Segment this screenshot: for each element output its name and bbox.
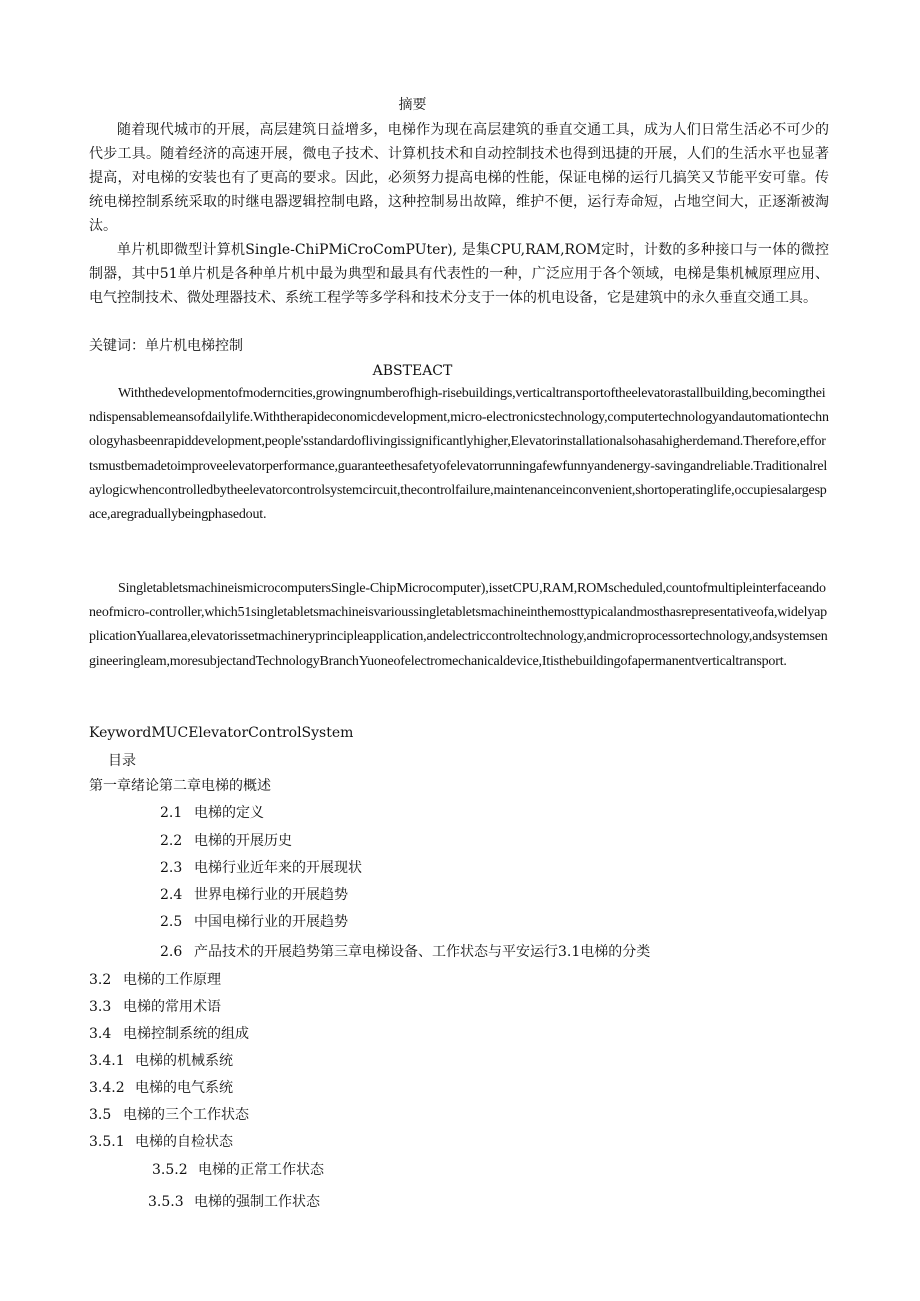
abstract-en-paragraph-2: SingletabletsmachineismicrocomputersSingle-ChipMicrocomputer),issetCPU,RAM,ROMscheduled,countofmultipleinterfaceandoneofmicro-controller,which51singletabletsmachineisvarioussingletabletsmachineinthemosttypicalandmosthasrepresentativeofa,widelyapplicationYuallarea,elevatorissetmachineryprincipleapplication,andelectriccontroltechnology,andmicroprocessortechnology,andsystemsengineeringleam,moresubjectandTechnologyBranchYuoneofelectromechanicaldevice,Itisthebuildingofapermanentverticaltransport.	[89, 581, 828, 669]
toc-item[interactable]: 2.6 产品技术的开展趋势第三章电梯设备、工作状态与平安运行3.1电梯的分类	[160, 944, 651, 960]
toc-item[interactable]: 3.4 电梯控制系统的组成	[89, 1026, 249, 1042]
abstract-cn-keywords: 关键词：单片机电梯控制	[89, 338, 243, 354]
toc-item[interactable]: 3.5 电梯的三个工作状态	[89, 1107, 249, 1123]
toc-item[interactable]: 2.4 世界电梯行业的开展趋势	[160, 887, 348, 903]
abstract-en-paragraph-1: Withthedevelopmentofmoderncities,growingnumberofhigh-risebuildings,verticaltransportoftheelevatorastallbuilding,becomingtheindispensablemeansofdailylife.Withtherapideconomicdevelopment,micro-electronicstechnology,computertechnologyandautomationtechnologyhasbeenrapiddevelopment,people'sstandardoflivingissignificantlyhigher,Elevatorinstallationalsohasahigherdemand.Therefore,effortsmustbemadetoimproveelevatorperformance,guaranteethesafetyofelevatorrunningafewfunnyandenergy-savingandreliable.Traditionalrelaylogicwhencontrolledbytheelevatorcontrolsystemcircuit,thecontrolfailure,maintenanceinconvenient,shortoperatinglife,occupiesalargespace,aregraduallybeingphasedout.	[89, 386, 829, 523]
toc-item[interactable]: 3.5.2 电梯的正常工作状态	[152, 1162, 324, 1178]
abstract-en-title: ABSTEACT	[372, 363, 453, 379]
abstract-cn-title: 摘要	[398, 97, 427, 113]
toc-item[interactable]: 2.2 电梯的开展历史	[160, 833, 292, 849]
toc-item[interactable]: 3.5.1 电梯的自检状态	[89, 1134, 233, 1150]
toc-item[interactable]: 2.5 中国电梯行业的开展趋势	[160, 914, 348, 930]
toc-title: 目录	[108, 753, 136, 769]
toc-item[interactable]: 2.3 电梯行业近年来的开展现状	[160, 860, 362, 876]
abstract-cn-paragraph-1: 随着现代城市的开展，高层建筑日益增多，电梯作为现在高层建筑的垂直交通工具，成为人们日常生活必不可少的代步工具。随着经济的高速开展，微电子技术、计算机技术和自动控制技术也得到迅捷的开展，人们的生活水平也显著提高，对电梯的安装也有了更高的要求。因此，必须努力提高电梯的性能，保证电梯的运行几搞笑又节能平安可靠。传统电梯控制系统采取的时继电器逻辑控制电路，这种控制易出故障，维护不便，运行寿命短，占地空间大，正逐渐被淘汰。	[89, 122, 829, 234]
abstract-en-keywords: KeywordMUCElevatorControlSystem	[89, 725, 354, 741]
toc-item[interactable]: 3.4.1 电梯的机械系统	[89, 1053, 233, 1069]
toc-item[interactable]: 2.1 电梯的定义	[160, 805, 264, 821]
abstract-cn-paragraph-2: 单片机即微型计算机Single-ChiPMiCroComPUter), 是集CPU,RAM,ROM定时，计数的多种接口与一体的微控制器，其中51单片机是各种单片机中最为典型和最具有代表性的一种，广泛应用于各个领域，电梯是集机械原理应用、电气控制技术、微处理器技术、系统工程学等多学科和技术分支于一体的机电设备，它是建筑中的永久垂直交通工具。	[89, 242, 829, 306]
toc-item[interactable]: 3.4.2 电梯的电气系统	[89, 1080, 233, 1096]
toc-item[interactable]: 3.3 电梯的常用术语	[89, 999, 221, 1015]
toc-chapter-line: 第一章绪论第二章电梯的概述	[89, 778, 271, 794]
toc-item[interactable]: 3.2 电梯的工作原理	[89, 972, 221, 988]
toc-item[interactable]: 3.5.3 电梯的强制工作状态	[148, 1194, 320, 1210]
